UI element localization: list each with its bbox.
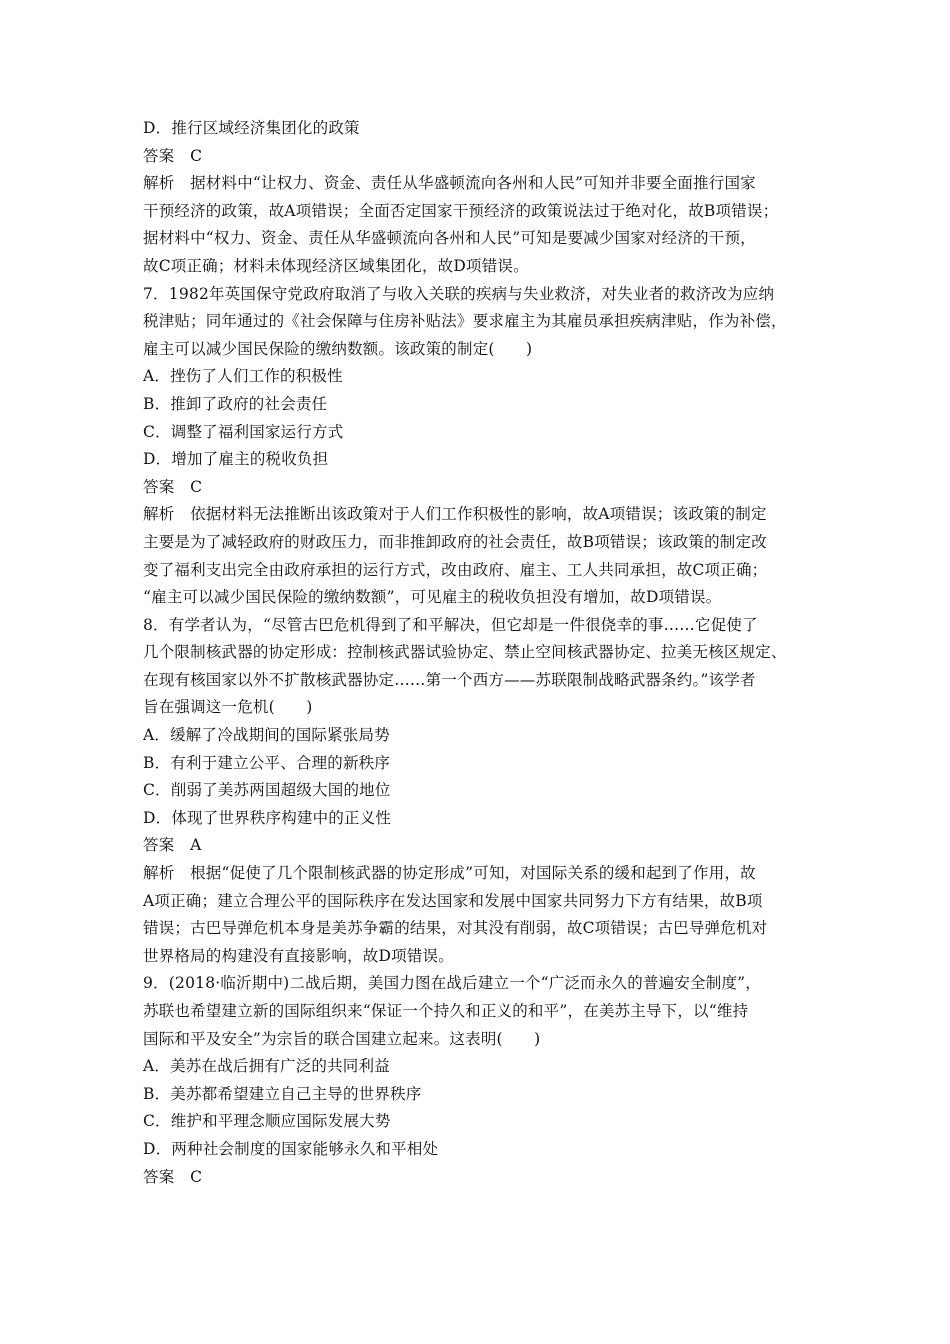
question-8-line-2: 几个限制核武器的协定形成：控制核武器试验协定、禁止空间核武器协定、拉美无核区规定、 [143,643,787,662]
answer-q6: 答案 C [143,146,203,165]
option-c-q9: C．维护和平理念顺应国际发展大势 [143,1112,391,1131]
question-8-line-3: 在现有核国家以外不扩散核武器协定……第一个西方——苏联限制战略武器条约。”该学者 [143,670,756,689]
option-d-q7: D．增加了雇主的税收负担 [143,450,329,469]
analysis-q7-line-1: 解析 依据材料无法推断出该政策对于人们工作积极性的影响，故A项错误；该政策的制定 [143,505,767,524]
option-c-q7: C．调整了福利国家运行方式 [143,422,344,441]
answer-q8: 答案 A [143,836,202,855]
analysis-q8-line-3: 错误；古巴导弹危机本身是美苏争霸的结果，对其没有削弱，故C项错误；古巴导弹危机对 [143,919,768,938]
analysis-q7-line-3: 变了福利支出完全由政府承担的运行方式，改由政府、雇主、工人共同承担，故C项正确； [143,560,768,579]
question-7-line-1: 7．1982年英国保守党政府取消了与收入关联的疾病与失业救济，对失业者的救济改为应纳 [143,284,775,303]
question-9-line-1: 9．(2018·临沂期中)二战后期，美国力图在战后建立一个“广泛而永久的普遍安全制度”， [143,974,761,993]
option-d-q9: D．两种社会制度的国家能够永久和平相处 [143,1139,439,1158]
analysis-q8-line-2: A项正确；建立合理公平的国际秩序在发达国家和发展中国家共同努力下方有结果，故B项 [143,891,763,910]
analysis-q6-line-2: 干预经济的政策，故A项错误；全面否定国家干预经济的政策说法过于绝对化，故B项错误； [143,201,779,220]
analysis-q8-line-1: 解析 根据“促使了几个限制核武器的协定形成”可知，对国际关系的缓和起到了作用，故 [143,864,756,883]
option-d-q6: D．推行区域经济集团化的政策 [143,119,360,137]
question-8-line-1: 8．有学者认为，“尽管古巴危机得到了和平解决，但它却是一件很侥幸的事……它促使了 [143,615,758,634]
option-a-q8: A．缓解了冷战期间的国际紧张局势 [143,726,390,745]
option-b-q7: B．推卸了政府的社会责任 [143,394,328,413]
document-page [143,115,815,1191]
analysis-q6-line-3: 据材料中“权力、资金、责任从华盛顿流向各州和人民”可知是要减少国家对经济的干预， [143,229,756,248]
option-b-q9: B．美苏都希望建立自己主导的世界秩序 [143,1084,422,1103]
analysis-q6-line-1: 解析 据材料中“让权力、资金、责任从华盛顿流向各州和人民”可知并非要全面推行国家 [143,174,756,193]
option-a-q7: A．挫伤了人们工作的积极性 [143,367,343,386]
analysis-q6-line-4: 故C项正确；材料未体现经济区域集团化，故D项错误。 [143,256,529,275]
analysis-q7-line-4: “雇主可以减少国民保险的缴纳数额”，可见雇主的税收负担没有增加，故D项错误。 [143,588,722,607]
option-b-q8: B．有利于建立公平、合理的新秩序 [143,753,391,772]
analysis-q8-line-4: 世界格局的构建没有直接影响，故D项错误。 [143,946,454,965]
question-8-line-4: 旨在强调这一危机( ) [143,698,313,717]
question-9-line-3: 国际和平及安全”为宗旨的联合国建立起来。这表明( ) [143,1029,541,1048]
analysis-q7-line-2: 主要是为了减轻政府的财政压力，而非推卸政府的社会责任，故B项错误；该政策的制定改 [143,532,767,551]
option-c-q8: C．削弱了美苏两国超级大国的地位 [143,781,391,800]
answer-q9: 答案 C [143,1167,203,1186]
option-a-q9: A．美苏在战后拥有广泛的共同利益 [143,1057,390,1076]
option-d-q8: D．体现了世界秩序构建中的正义性 [143,808,392,827]
answer-q7: 答案 C [143,477,203,496]
question-9-line-2: 苏联也希望建立新的国际组织来“保证一个持久和正义的和平”，在美苏主导下，以“维持 [143,1002,749,1020]
question-7-line-3: 雇主可以减少国民保险的缴纳数额。该政策的制定( ) [143,339,533,358]
question-7-line-2: 税津贴；同年通过的《社会保障与住房补贴法》要求雇主为其雇员承担疾病津贴，作为补偿， [143,312,787,331]
